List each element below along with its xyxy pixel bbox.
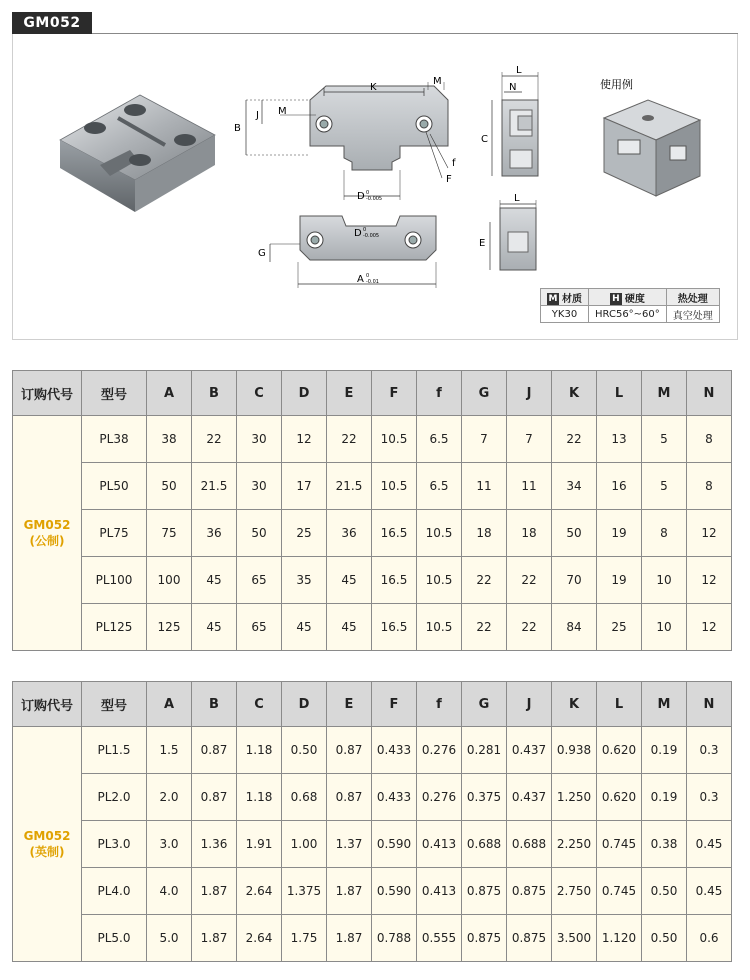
column-header: 型号 <box>82 682 147 727</box>
dimension-cell: 1.91 <box>237 821 282 868</box>
table-row <box>13 868 732 915</box>
column-header: K <box>552 682 597 727</box>
dimension-cell: 8 <box>687 416 732 463</box>
dim-label-m-side: M <box>278 106 287 117</box>
spec-header-heat-treatment: 热处理 <box>666 289 719 306</box>
model-cell: PL38 <box>82 416 147 463</box>
dimension-cell: 18 <box>462 510 507 557</box>
dimension-cell: 4.0 <box>147 868 192 915</box>
column-header: F <box>372 682 417 727</box>
dimension-cell: 18 <box>507 510 552 557</box>
dimension-cell: 1.375 <box>282 868 327 915</box>
column-header: E <box>327 371 372 416</box>
dimension-cell: 0.555 <box>417 915 462 962</box>
dimension-cell: 10.5 <box>417 557 462 604</box>
dimension-cell: 45 <box>192 604 237 651</box>
model-cell: PL3.0 <box>82 821 147 868</box>
column-header: F <box>372 371 417 416</box>
dimension-cell: 0.19 <box>642 774 687 821</box>
model-cell: PL75 <box>82 510 147 557</box>
tol-d-bottom-upper: 0 <box>363 227 367 233</box>
model-cell: PL100 <box>82 557 147 604</box>
product-code-tag: GM052 <box>12 12 92 34</box>
column-header: f <box>417 682 462 727</box>
dimension-cell: 6.5 <box>417 416 462 463</box>
column-header: B <box>192 682 237 727</box>
dimension-cell: 0.590 <box>372 821 417 868</box>
dimension-cell: 36 <box>327 510 372 557</box>
dimension-cell: 30 <box>237 463 282 510</box>
spec-heat-treatment-value: 真空处理 <box>666 306 719 323</box>
dimension-cell: 75 <box>147 510 192 557</box>
hardness-badge-icon: H <box>610 293 622 305</box>
dimension-cell: 1.37 <box>327 821 372 868</box>
column-header: G <box>462 371 507 416</box>
dimension-cell: 16.5 <box>372 510 417 557</box>
column-header: E <box>327 682 372 727</box>
order-code-unit: (英制) <box>29 845 65 859</box>
usage-example-label: 使用例 <box>600 78 633 91</box>
dimension-cell: 0.38 <box>642 821 687 868</box>
dimension-cell: 16.5 <box>372 557 417 604</box>
column-header: D <box>282 682 327 727</box>
dimension-cell: 0.875 <box>462 868 507 915</box>
dimension-cell: 10.5 <box>417 510 462 557</box>
metric-dimension-table <box>12 370 732 651</box>
tol-d-bottom-lower: -0.005 <box>363 233 380 239</box>
column-header: L <box>597 682 642 727</box>
dimension-cell: 0.276 <box>417 727 462 774</box>
column-header: J <box>507 371 552 416</box>
side-view-bottom <box>490 200 536 270</box>
table-row <box>13 557 732 604</box>
dimension-cell: 16.5 <box>372 604 417 651</box>
dimension-cell: 1.87 <box>327 915 372 962</box>
dimension-cell: 0.87 <box>327 727 372 774</box>
dimension-cell: 21.5 <box>327 463 372 510</box>
dimension-cell: 0.590 <box>372 868 417 915</box>
dimension-cell: 0.87 <box>192 774 237 821</box>
dimension-cell: 0.3 <box>687 727 732 774</box>
column-header: 型号 <box>82 371 147 416</box>
dimension-cell: 12 <box>687 557 732 604</box>
dimension-cell: 5.0 <box>147 915 192 962</box>
spec-material-value: YK30 <box>541 306 589 323</box>
dim-label-e: E <box>479 238 486 249</box>
dimension-cell: 30 <box>237 416 282 463</box>
dimension-cell: 1.18 <box>237 774 282 821</box>
table-row <box>13 416 732 463</box>
order-code: GM052 <box>23 518 71 532</box>
dimension-cell: 1.5 <box>147 727 192 774</box>
dimension-cell: 5 <box>642 463 687 510</box>
dimension-cell: 12 <box>687 604 732 651</box>
dimension-cell: 0.788 <box>372 915 417 962</box>
dimension-cell: 3.0 <box>147 821 192 868</box>
table-header-row <box>13 371 732 416</box>
dimension-cell: 0.620 <box>597 774 642 821</box>
dimension-cell: 22 <box>552 416 597 463</box>
order-code-cell <box>13 416 82 651</box>
column-header: 订购代号 <box>13 371 82 416</box>
dimension-cell: 17 <box>282 463 327 510</box>
column-header: M <box>642 682 687 727</box>
dimension-cell: 0.87 <box>327 774 372 821</box>
dimension-cell: 34 <box>552 463 597 510</box>
dimension-cell: 0.620 <box>597 727 642 774</box>
column-header: C <box>237 371 282 416</box>
usage-example-image <box>604 100 700 196</box>
dimension-cell: 22 <box>462 604 507 651</box>
column-header: L <box>597 371 642 416</box>
table-row <box>13 915 732 962</box>
dimension-cell: 0.45 <box>687 868 732 915</box>
table-row <box>13 604 732 651</box>
dimension-cell: 3.500 <box>552 915 597 962</box>
dimension-cell: 19 <box>597 557 642 604</box>
dimension-cell: 38 <box>147 416 192 463</box>
dimension-cell: 0.413 <box>417 821 462 868</box>
dimension-cell: 0.281 <box>462 727 507 774</box>
dimension-cell: 21.5 <box>192 463 237 510</box>
order-code-cell <box>13 727 82 962</box>
model-cell: PL2.0 <box>82 774 147 821</box>
dim-label-l-bottom: L <box>514 193 520 204</box>
dim-label-n: N <box>509 82 517 93</box>
dimension-cell: 10.5 <box>372 416 417 463</box>
dimension-cell: 1.87 <box>192 868 237 915</box>
dim-label-b: B <box>234 123 241 134</box>
dimension-cell: 7 <box>507 416 552 463</box>
dimension-cell: 0.433 <box>372 774 417 821</box>
dimension-cell: 50 <box>552 510 597 557</box>
dim-label-f-large: F <box>446 174 452 185</box>
dimension-cell: 0.437 <box>507 727 552 774</box>
dimension-cell: 2.750 <box>552 868 597 915</box>
dimension-cell: 8 <box>642 510 687 557</box>
dimension-cell: 0.433 <box>372 727 417 774</box>
tol-d-top-lower: -0.005 <box>366 196 383 202</box>
top-view-drawing <box>246 82 448 200</box>
dimension-cell: 100 <box>147 557 192 604</box>
tol-a-upper: 0 <box>366 273 370 279</box>
dimension-cell: 50 <box>147 463 192 510</box>
spec-table <box>540 288 720 323</box>
dimension-cell: 10 <box>642 604 687 651</box>
dimension-cell: 1.75 <box>282 915 327 962</box>
table-header-row <box>13 682 732 727</box>
table-row <box>13 463 732 510</box>
column-header: f <box>417 371 462 416</box>
model-cell: PL1.5 <box>82 727 147 774</box>
dimension-cell: 8 <box>687 463 732 510</box>
dimension-cell: 0.50 <box>282 727 327 774</box>
dimension-cell: 2.0 <box>147 774 192 821</box>
dimension-cell: 12 <box>687 510 732 557</box>
dim-label-d-bottom: D <box>354 228 362 239</box>
column-header: M <box>642 371 687 416</box>
dimension-cell: 10.5 <box>372 463 417 510</box>
dim-label-f-small: f <box>452 158 456 169</box>
dimension-cell: 36 <box>192 510 237 557</box>
table-row <box>13 510 732 557</box>
column-header: N <box>687 682 732 727</box>
column-header: G <box>462 682 507 727</box>
dimension-cell: 0.413 <box>417 868 462 915</box>
dimension-cell: 1.36 <box>192 821 237 868</box>
material-badge-icon: M <box>548 293 558 304</box>
dimension-cell: 1.18 <box>237 727 282 774</box>
model-cell: PL4.0 <box>82 868 147 915</box>
dimension-cell: 2.64 <box>237 915 282 962</box>
table-row <box>13 774 732 821</box>
imperial-dimension-table <box>12 681 732 962</box>
dimension-cell: 1.87 <box>327 868 372 915</box>
dimension-cell: 0.875 <box>462 915 507 962</box>
dimension-cell: 45 <box>282 604 327 651</box>
dimension-cell: 84 <box>552 604 597 651</box>
dimension-cell: 25 <box>282 510 327 557</box>
dimension-cell: 0.875 <box>507 915 552 962</box>
dimension-cell: 0.50 <box>642 868 687 915</box>
dimension-cell: 22 <box>507 604 552 651</box>
dim-label-k: K <box>370 82 377 93</box>
dimension-cell: 0.6 <box>687 915 732 962</box>
dimension-cell: 0.745 <box>597 821 642 868</box>
tol-a-lower: -0.01 <box>366 279 379 285</box>
spec-header-hardness: H 硬度 <box>589 289 667 306</box>
dimension-cell: 125 <box>147 604 192 651</box>
column-header: N <box>687 371 732 416</box>
dimension-cell: 1.00 <box>282 821 327 868</box>
dim-label-l-top: L <box>516 65 522 76</box>
dimension-cell: 1.87 <box>192 915 237 962</box>
dimension-cell: 19 <box>597 510 642 557</box>
model-cell: PL125 <box>82 604 147 651</box>
tol-d-top-upper: 0 <box>366 190 370 196</box>
dimension-cell: 16 <box>597 463 642 510</box>
dimension-cell: 0.87 <box>192 727 237 774</box>
dimension-cell: 35 <box>282 557 327 604</box>
column-header: K <box>552 371 597 416</box>
dimension-cell: 11 <box>462 463 507 510</box>
dimension-cell: 13 <box>597 416 642 463</box>
column-header: A <box>147 682 192 727</box>
spec-header-material: M 材质 <box>541 289 589 306</box>
dimension-cell: 0.3 <box>687 774 732 821</box>
dimension-cell: 22 <box>462 557 507 604</box>
order-code-unit: (公制) <box>29 534 65 548</box>
dimension-cell: 10.5 <box>417 604 462 651</box>
column-header: J <box>507 682 552 727</box>
dimension-cell: 22 <box>507 557 552 604</box>
dimension-cell: 45 <box>192 557 237 604</box>
dim-label-a: A <box>357 274 364 285</box>
dimension-cell: 25 <box>597 604 642 651</box>
dimension-cell: 65 <box>237 604 282 651</box>
dim-label-g: G <box>258 248 266 259</box>
dimension-cell: 50 <box>237 510 282 557</box>
column-header: D <box>282 371 327 416</box>
model-cell: PL5.0 <box>82 915 147 962</box>
dimension-cell: 2.250 <box>552 821 597 868</box>
dimension-cell: 22 <box>327 416 372 463</box>
dimension-cell: 1.250 <box>552 774 597 821</box>
dim-label-d-top: D <box>357 191 365 202</box>
dimension-cell: 2.64 <box>237 868 282 915</box>
spec-hardness-value: HRC56°~60° <box>589 306 667 323</box>
dimension-cell: 5 <box>642 416 687 463</box>
dimension-cell: 22 <box>192 416 237 463</box>
dimension-cell: 0.745 <box>597 868 642 915</box>
column-header: C <box>237 682 282 727</box>
column-header: A <box>147 371 192 416</box>
dimension-cell: 0.938 <box>552 727 597 774</box>
dimension-cell: 0.276 <box>417 774 462 821</box>
dimension-cell: 0.437 <box>507 774 552 821</box>
table-row <box>13 821 732 868</box>
dim-label-m-top: M <box>433 76 442 87</box>
dimension-cell: 45 <box>327 604 372 651</box>
dimension-cell: 11 <box>507 463 552 510</box>
dimension-cell: 6.5 <box>417 463 462 510</box>
column-header: 订购代号 <box>13 682 82 727</box>
dimension-cell: 70 <box>552 557 597 604</box>
dimension-cell: 0.688 <box>507 821 552 868</box>
model-cell: PL50 <box>82 463 147 510</box>
dimension-cell: 0.19 <box>642 727 687 774</box>
bottom-view-drawing <box>270 216 436 288</box>
dimension-cell: 0.68 <box>282 774 327 821</box>
dim-label-j: J <box>256 110 259 121</box>
dimension-cell: 12 <box>282 416 327 463</box>
dimension-cell: 10 <box>642 557 687 604</box>
dimension-cell: 65 <box>237 557 282 604</box>
dimension-cell: 0.875 <box>507 868 552 915</box>
product-photo <box>60 95 215 212</box>
dimension-cell: 0.45 <box>687 821 732 868</box>
dimension-cell: 1.120 <box>597 915 642 962</box>
table-row <box>13 727 732 774</box>
dim-label-c: C <box>481 134 488 145</box>
dimension-cell: 45 <box>327 557 372 604</box>
order-code: GM052 <box>23 829 71 843</box>
dimension-cell: 7 <box>462 416 507 463</box>
dimension-cell: 0.375 <box>462 774 507 821</box>
dimension-cell: 0.50 <box>642 915 687 962</box>
dimension-cell: 0.688 <box>462 821 507 868</box>
column-header: B <box>192 371 237 416</box>
